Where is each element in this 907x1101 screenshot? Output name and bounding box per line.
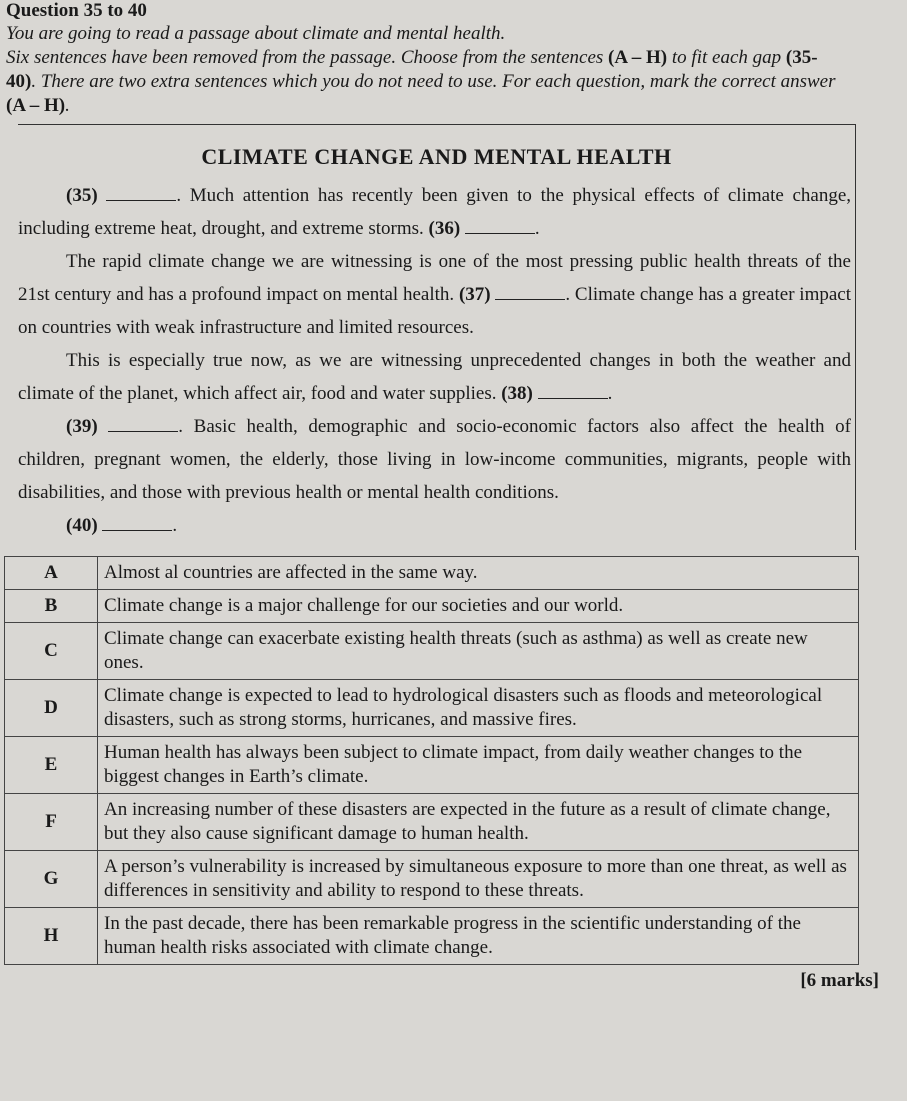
- passage-box: [18, 124, 856, 550]
- text: .: [607, 383, 613, 404]
- option-letter: B: [5, 590, 98, 623]
- text: .: [534, 218, 540, 239]
- instruction-range: (A – H): [608, 47, 668, 68]
- instruction-text: . There are two extra sentences which you do not need to use. For each question, mark the correct answer: [31, 71, 836, 92]
- option-letter: D: [5, 680, 98, 737]
- gap-35[interactable]: [106, 186, 176, 201]
- option-text: A person’s vulnerability is increased by simultaneous exposure to more than one threat, as well as differences in sensitivity and ability to respond to these threats.: [98, 851, 859, 908]
- option-row-a[interactable]: [5, 557, 859, 590]
- text: . Basic health, demographic and socio-economic factors also affect the health of children, pregnant women, the elderly, those living in low-income communities, migrants, people with disabilities, and those with previous health or mental health conditions.: [18, 416, 851, 503]
- paragraph-1: [18, 179, 851, 245]
- option-letter: A: [5, 557, 98, 590]
- instruction-range: (35-40): [6, 47, 818, 92]
- paragraph-5: [18, 509, 851, 542]
- option-text: Almost al countries are affected in the same way.: [98, 557, 859, 590]
- option-row-b[interactable]: [5, 590, 859, 623]
- text: .: [172, 515, 178, 536]
- option-text: In the past decade, there has been remarkable progress in the scientific understanding of the human health risks associated with climate change.: [98, 908, 859, 965]
- option-letter: G: [5, 851, 98, 908]
- text: The rapid climate change we are witnessing is one of the most pressing public health threats of the 21st century and has a profound impact on mental health.: [18, 251, 851, 305]
- gap-40[interactable]: [102, 516, 172, 531]
- option-row-h[interactable]: [5, 908, 859, 965]
- paragraph-3: [18, 344, 851, 410]
- gap-number: (36): [428, 218, 461, 239]
- option-text: Climate change is a major challenge for our societies and our world.: [98, 590, 859, 623]
- gap-36[interactable]: [465, 219, 535, 234]
- option-letter: E: [5, 737, 98, 794]
- paragraph-2: [18, 245, 851, 344]
- gap-38[interactable]: [538, 384, 608, 399]
- passage-text: [18, 179, 851, 542]
- option-row-c[interactable]: [5, 623, 859, 680]
- text: This is especially true now, as we are witnessing unprecedented changes in both the weather and climate of the planet, which affect air, food and water supplies.: [18, 350, 851, 404]
- question-title: Question 35 to 40: [6, 0, 147, 21]
- option-row-g[interactable]: [5, 851, 859, 908]
- gap-39[interactable]: [108, 417, 178, 432]
- gap-number: (37): [458, 284, 491, 305]
- option-text: Human health has always been subject to climate impact, from daily weather changes to the biggest changes in Earth’s climate.: [98, 737, 859, 794]
- option-text: Climate change is expected to lead to hydrological disasters such as floods and meteorological disasters, such as strong storms, hurricanes, and massive fires.: [98, 680, 859, 737]
- instruction-line: You are going to read a passage about climate and mental health.: [6, 23, 506, 44]
- gap-number: (35): [66, 185, 98, 206]
- instructions: [6, 22, 846, 118]
- gap-number: (39): [66, 416, 98, 437]
- gap-number: (40): [66, 515, 98, 536]
- option-row-e[interactable]: [5, 737, 859, 794]
- option-row-f[interactable]: [5, 794, 859, 851]
- option-letter: H: [5, 908, 98, 965]
- text: . Much attention has recently been given to the physical effects of climate change, including extreme heat, drought, and extreme storms.: [18, 185, 852, 239]
- instruction-text: to fit each gap: [667, 47, 786, 68]
- options-table: [4, 556, 859, 965]
- gap-37[interactable]: [495, 285, 565, 300]
- passage-title: CLIMATE CHANGE AND MENTAL HEALTH: [201, 144, 672, 169]
- text: . Climate change has a greater impact on countries with weak infrastructure and limited resources.: [18, 284, 852, 338]
- option-text: Climate change can exacerbate existing health threats (such as asthma) as well as create new ones.: [98, 623, 859, 680]
- instruction-range: (A – H): [6, 95, 66, 116]
- marks-label: [6 marks]: [800, 970, 879, 991]
- option-letter: C: [5, 623, 98, 680]
- option-text: An increasing number of these disasters are expected in the future as a result of climate change, but they also cause significant damage to human health.: [98, 794, 859, 851]
- instruction-text: Six sentences have been removed from the passage. Choose from the sentences: [6, 47, 609, 68]
- instruction-text: .: [65, 95, 70, 116]
- option-row-d[interactable]: [5, 680, 859, 737]
- paragraph-4: [18, 410, 851, 509]
- option-letter: F: [5, 794, 98, 851]
- gap-number: (38): [501, 383, 533, 404]
